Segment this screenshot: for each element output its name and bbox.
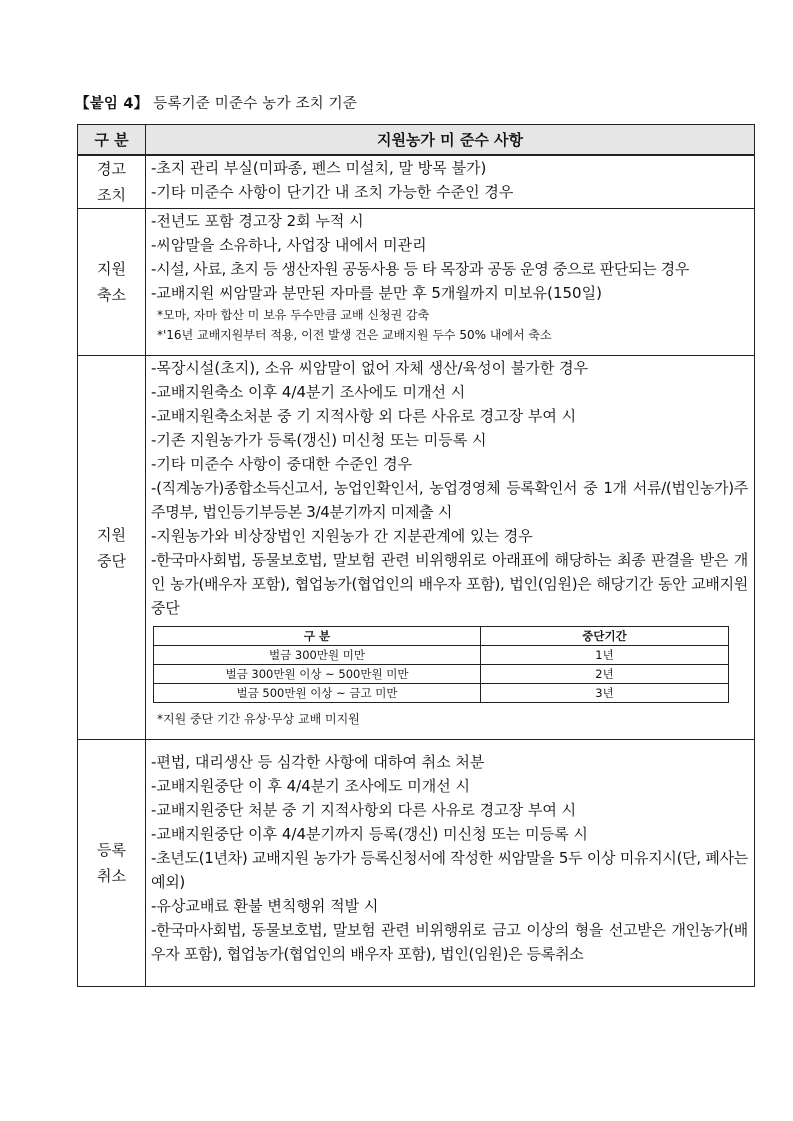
subtable-header-period: 중단기간	[481, 627, 729, 646]
list-item: -교배지원 씨암말과 분만된 자마를 분만 후 5개월까지 미보유(150일)	[151, 284, 602, 302]
list-item: -전년도 포함 경고장 2회 누적 시	[151, 212, 364, 230]
list-item: -씨암말을 소유하나, 사업장 내에서 미관리	[151, 236, 427, 254]
table-header-row	[78, 125, 755, 156]
footnote: *'16년 교배지원부터 적용, 이전 발생 건은 교배지원 두수 50% 내에서 축소	[157, 328, 552, 342]
list-item: -시설, 사료, 초지 등 생산자원 공동사용 등 타 목장과 공동 운영 중으로 판단되는 경우	[151, 260, 689, 278]
suspension-period: 1년	[481, 646, 729, 665]
list-item: -유상교배료 환불 변칙행위 적발 시	[151, 897, 379, 915]
table-row-cancel	[78, 740, 755, 987]
footnote: *지원 중단 기간 유상·무상 교배 미지원	[157, 712, 360, 726]
list-item: -기존 지원농가가 등록(갱신) 미신청 또는 미등록 시	[151, 431, 487, 449]
list-item: -기타 미준수 사항이 중대한 수준인 경우	[151, 455, 413, 473]
list-item: -초년도(1년차) 교배지원 농가가 등록신청서에 작성한 씨암말을 5두 이상 미유지시(단, 폐사는 예외)	[151, 849, 748, 891]
list-item: -교배지원중단 이후 4/4분기까지 등록(갱신) 미신청 또는 미등록 시	[151, 825, 588, 843]
category-cell: 경고 조치	[78, 155, 146, 209]
table-row	[154, 646, 729, 665]
list-item: -(직계농가)종합소득신고서, 농업인확인서, 농업경영체 등록확인서 중 1개 서류/(법인농가)주주명부, 법인등기부등본 3/4분기까지 미제출 시	[151, 479, 748, 521]
list-item: -교배지원중단 처분 중 기 지적사항외 다른 사유로 경고장 부여 시	[151, 801, 577, 819]
category-cell: 등록 취소	[78, 740, 146, 987]
fine-range: 벌금 300만원 미만	[154, 646, 481, 665]
list-item: -교배지원축소 이후 4/4분기 조사에도 미개선 시	[151, 383, 466, 401]
suspension-period-table	[153, 626, 729, 703]
fine-range: 벌금 300만원 이상 ~ 500만원 미만	[154, 665, 481, 684]
list-item: -교배지원축소처분 중 기 지적사항 외 다른 사유로 경고장 부여 시	[151, 407, 577, 425]
footnote: *모마, 자마 합산 미 보유 두수만큼 교배 신청권 감축	[157, 308, 430, 322]
suspension-period: 3년	[481, 684, 729, 703]
category-cell: 지원 중단	[78, 356, 146, 740]
list-item: -지원농가와 비상장법인 지원농가 간 지분관계에 있는 경우	[151, 527, 533, 545]
list-item: -편법, 대리생산 등 심각한 사항에 대하여 취소 처분	[151, 753, 485, 771]
list-item: -교배지원중단 이 후 4/4분기 조사에도 미개선 시	[151, 777, 470, 795]
violations-cell	[146, 209, 755, 356]
table-row-warning	[78, 155, 755, 209]
caption-title: 등록기준 미준수 농가 조치 기준	[153, 96, 358, 112]
table-row-reduce	[78, 209, 755, 356]
subtable-header-category: 구 분	[154, 627, 481, 646]
table-row	[154, 684, 729, 703]
violations-cell	[146, 155, 755, 209]
list-item: -목장시설(초지), 소유 씨암말이 없어 자체 생산/육성이 불가한 경우	[151, 359, 589, 377]
criteria-table	[77, 124, 755, 987]
header-violations: 지원농가 미 준수 사항	[146, 125, 755, 156]
page-caption	[75, 92, 357, 113]
list-item: -한국마사회법, 동물보호법, 말보험 관련 비위행위로 금고 이상의 형을 선고받은 개인농가(배우자 포함), 협업농가(협업인의 배우자 포함), 법인(임원)은 등록취소	[151, 921, 748, 963]
attachment-label: 【붙임 4】	[75, 96, 149, 112]
table-row-suspend	[78, 356, 755, 740]
fine-range: 벌금 500만원 이상 ~ 금고 미만	[154, 684, 481, 703]
category-cell: 지원 축소	[78, 209, 146, 356]
header-category: 구 분	[78, 125, 146, 156]
table-row	[154, 665, 729, 684]
list-item: -한국마사회법, 동물보호법, 말보험 관련 비위행위로 아래표에 해당하는 최종 판결을 받은 개인 농가(배우자 포함), 협업농가(협업인의 배우자 포함), 법인(임원)은 해당기간 동안 교배지원 중단	[151, 551, 748, 617]
violations-cell	[146, 356, 755, 740]
list-item: -초지 관리 부실(미파종, 펜스 미설치, 말 방목 불가)	[151, 159, 487, 177]
subtable-header-row	[154, 627, 729, 646]
violations-cell	[146, 740, 755, 987]
list-item: -기타 미준수 사항이 단기간 내 조치 가능한 수준인 경우	[151, 183, 514, 201]
suspension-period: 2년	[481, 665, 729, 684]
